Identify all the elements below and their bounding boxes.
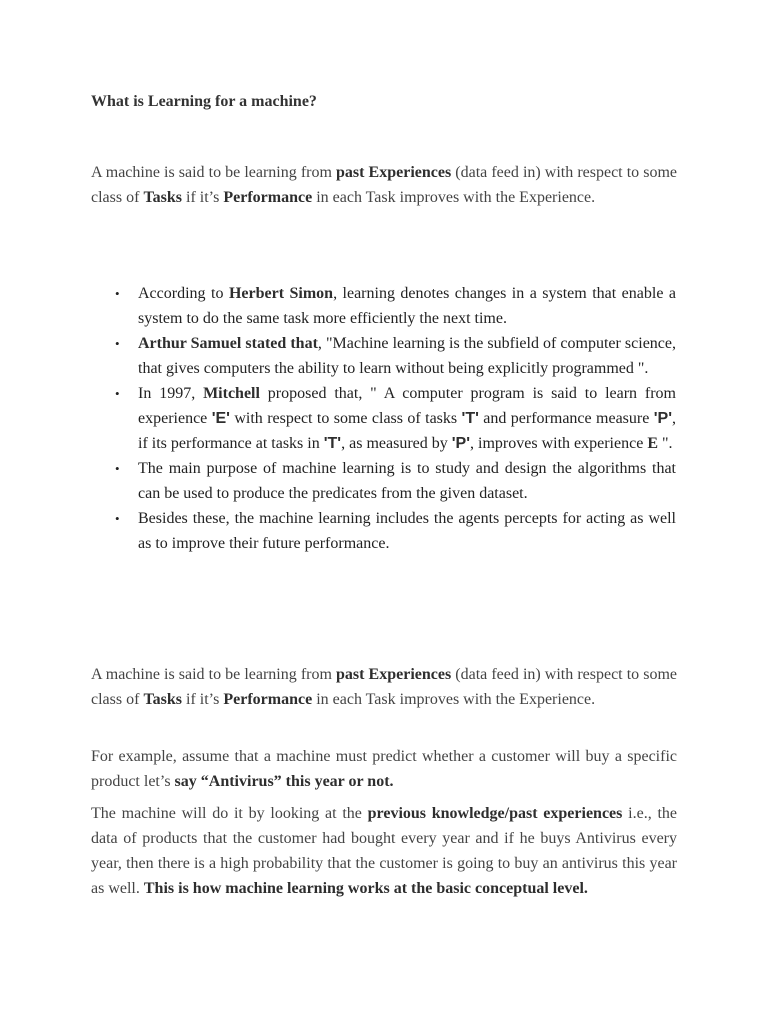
bullet-3-text-3: with respect to some class of tasks xyxy=(229,410,462,427)
bullet-1-text-2: , learning denotes changes in a system that enable a system to do the same task more efficiently the next time. xyxy=(138,285,676,327)
bullet-3-text-5: , if its performance at tasks in xyxy=(138,410,677,452)
definitions-list xyxy=(110,281,676,556)
repeat-bold-tasks: Tasks xyxy=(143,691,182,708)
bullet-3-bold-p: 'P' xyxy=(653,410,673,427)
bullet-1-text-1: According to xyxy=(138,285,229,302)
list-item-text xyxy=(138,281,676,331)
bullet-3-bold-t-2: 'T' xyxy=(323,435,342,452)
bullet-icon: • xyxy=(115,511,120,526)
list-item xyxy=(110,281,676,331)
bullet-2-text-1: , "Machine learning is the subfield of computer science, that gives computers the ability to learn without being explicitly programmed ". xyxy=(138,335,677,377)
page-title: What is Learning for a machine? xyxy=(91,93,317,110)
list-item-text xyxy=(138,506,676,556)
intro-text-3: if it’s xyxy=(182,189,224,206)
list-item xyxy=(110,381,676,456)
explain-text-1: The machine will do it by looking at the xyxy=(91,805,368,822)
example-paragraph xyxy=(91,744,677,794)
list-item-text xyxy=(138,331,676,381)
bullet-5-text-1: Besides these, the machine learning includes the agents percepts for acting as well as to improve their future performance. xyxy=(138,510,676,552)
bullet-3-bold-mitchell: Mitchell xyxy=(203,385,260,402)
intro-bold-performance: Performance xyxy=(223,189,313,206)
example-bold-antivirus: say “Antivirus” this year or not. xyxy=(174,773,394,790)
intro-paragraph xyxy=(91,160,677,210)
bullet-3-text-6: , as measured by xyxy=(341,435,452,452)
bullet-icon: • xyxy=(115,286,120,301)
intro-text-4: in each Task improves with the Experience. xyxy=(312,189,596,206)
intro-text-1: A machine is said to be learning from xyxy=(91,164,337,181)
repeat-text-3: if it’s xyxy=(182,691,224,708)
repeat-paragraph xyxy=(91,662,677,712)
list-item xyxy=(110,506,676,556)
list-item-text xyxy=(138,456,676,506)
intro-bold-tasks: Tasks xyxy=(143,189,182,206)
bullet-3-bold-e: 'E' xyxy=(211,410,230,427)
repeat-text-2: (data feed in) with respect to some class of xyxy=(91,666,677,708)
bullet-3-text-1: In 1997, xyxy=(138,385,204,402)
repeat-bold-performance: Performance xyxy=(223,691,313,708)
bullet-3-text-7: , improves with experience xyxy=(470,435,648,452)
explanation-paragraph xyxy=(91,801,677,901)
list-item xyxy=(110,456,676,506)
repeat-text-1: A machine is said to be learning from xyxy=(91,666,337,683)
repeat-text-4: in each Task improves with the Experience. xyxy=(312,691,596,708)
bullet-icon: • xyxy=(115,336,120,351)
repeat-bold-past-experiences: past Experiences xyxy=(336,666,452,683)
bullet-2-bold-arthur-samuel: Arthur Samuel stated that xyxy=(138,335,318,352)
bullet-3-bold-t: 'T' xyxy=(461,410,479,427)
bullet-3-text-8: ". xyxy=(657,435,673,452)
bullet-4-text-1: The main purpose of machine learning is to study and design the algorithms that can be used to produce the predicates from the given dataset. xyxy=(138,460,676,502)
intro-text-2: (data feed in) with respect to some class of xyxy=(91,164,677,206)
bullet-icon: • xyxy=(115,386,120,401)
intro-bold-past-experiences: past Experiences xyxy=(336,164,452,181)
list-item xyxy=(110,331,676,381)
bullet-icon: • xyxy=(115,461,120,476)
list-item-text xyxy=(138,381,676,456)
bullet-3-bold-e-2: E xyxy=(647,435,658,452)
explain-bold-conclusion: This is how machine learning works at the basic conceptual level. xyxy=(143,880,588,897)
bullet-1-bold-herbert-simon: Herbert Simon xyxy=(228,285,334,302)
bullet-3-text-4: and performance measure xyxy=(478,410,654,427)
bullet-3-text-2: proposed that, " A computer program is said to learn from experience xyxy=(138,385,677,427)
bullet-3-bold-p-2: 'P' xyxy=(451,435,471,452)
explain-text-2: i.e., the data of products that the customer had bought every year and if he buys Antivirus every year, then there is a high probability that the customer is going to buy an antivirus this year as well. xyxy=(91,805,677,897)
explain-bold-previous-knowledge: previous knowledge/past experiences xyxy=(367,805,623,822)
example-text-1: For example, assume that a machine must predict whether a customer will buy a specific product let’s xyxy=(91,748,677,790)
